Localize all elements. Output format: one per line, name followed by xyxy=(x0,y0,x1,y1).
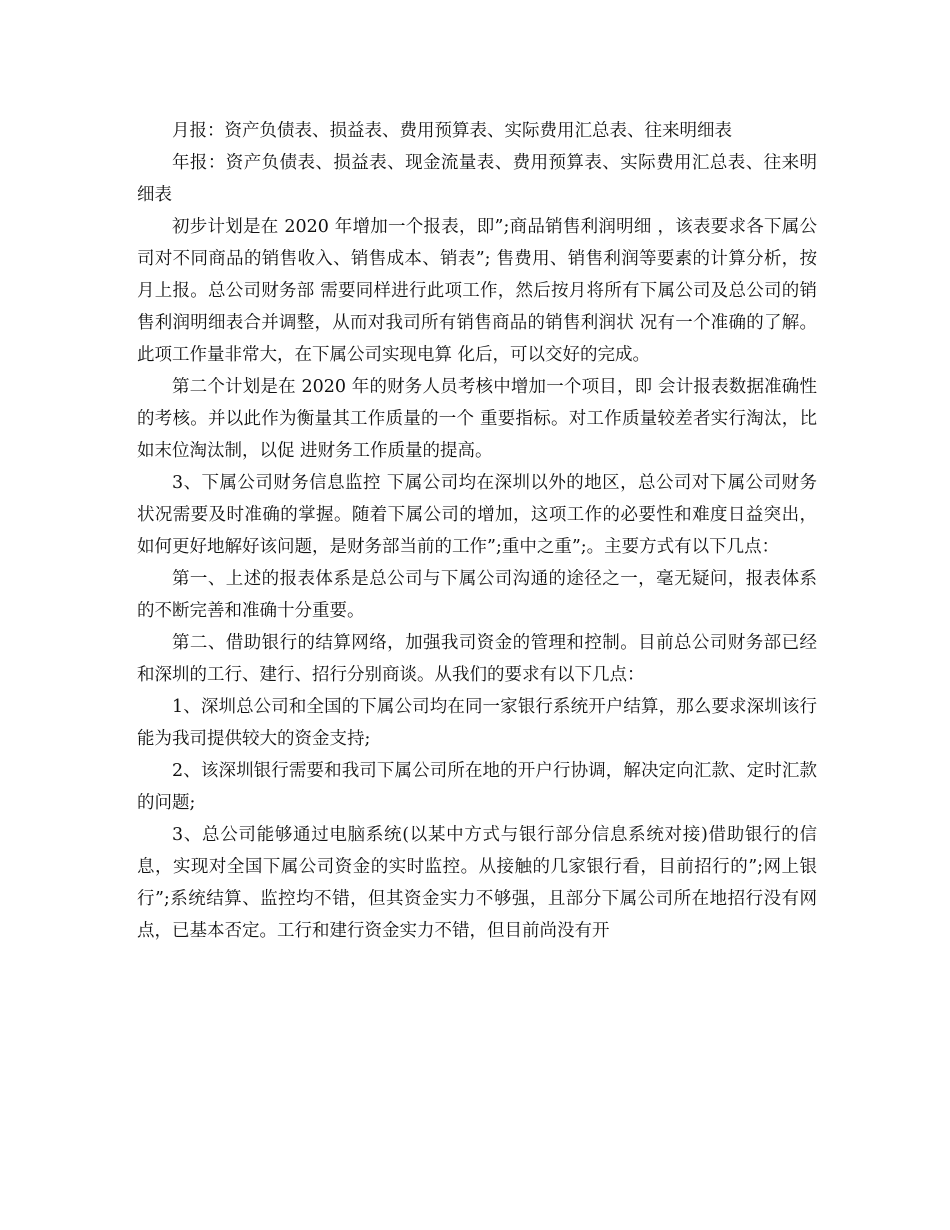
paragraph-second-plan: 第二个计划是在 2020 年的财务人员考核中增加一个项目，即 会计报表数据准确性的考核。并以此作为衡量其工作质量的一个 重要指标。对工作质量较差者实行淘汰，比如末位淘汰制，以促 进财务工作质量的提高。 xyxy=(137,377,817,461)
paragraph-subsidiary-monitoring: 3、下属公司财务信息监控 下属公司均在深圳以外的地区，总公司对下属公司财务状况需要及时准确的掌握。随着下属公司的增加，这项工作的必要性和难度日益突出，如何更好地解好该问题，是财务部当前的工作”;重中之重”;。主要方式有以下几点： xyxy=(137,473,817,557)
paragraph-annual-report: 年报：资产负债表、损益表、现金流量表、费用预算表、实际费用汇总表、往来明细表 xyxy=(137,153,817,205)
paragraph-requirement-2: 2、该深圳银行需要和我司下属公司所在地的开户行协调，解决定向汇款、定时汇款的问题; xyxy=(137,761,817,813)
paragraph-point-two: 第二、借助银行的结算网络，加强我司资金的管理和控制。目前总公司财务部已经和深圳的工行、建行、招行分别商谈。从我们的要求有以下几点： xyxy=(137,633,817,685)
paragraph-monthly-report: 月报：资产负债表、损益表、费用预算表、实际费用汇总表、往来明细表 xyxy=(172,121,732,141)
paragraph-point-one: 第一、上述的报表体系是总公司与下属公司沟通的途径之一，毫无疑问，报表体系的不断完善和准确十分重要。 xyxy=(137,569,817,621)
paragraph-requirement-3: 3、总公司能够通过电脑系统(以某中方式与银行部分信息系统对接)借助银行的信息，实现对全国下属公司资金的实时监控。从接触的几家银行看，目前招行的”;网上银行”;系统结算、监控均不错，但其资金实力不够强，且部分下属公司所在地招行没有网点，已基本否定。工行和建行资金实力不错，但目前尚没有开 xyxy=(137,825,817,941)
document-body xyxy=(137,115,817,947)
paragraph-initial-plan: 初步计划是在 2020 年增加一个报表，即”;商品销售利润明细 ，该表要求各下属公司对不同商品的销售收入、销售成本、销表”; 售费用、销售利润等要素的计算分析，按月上报。总公司财务部 需要同样进行此项工作，然后按月将所有下属公司及总公司的销 售利润明细表合并调整，从而对我司所有销售商品的销售利润状 况有一个准确的了解。此项工作量非常大，在下属公司实现电算 化后，可以交好的完成。 xyxy=(137,217,817,365)
paragraph-requirement-1: 1、深圳总公司和全国的下属公司均在同一家银行系统开户结算，那么要求深圳该行能为我司提供较大的资金支持; xyxy=(137,697,817,749)
